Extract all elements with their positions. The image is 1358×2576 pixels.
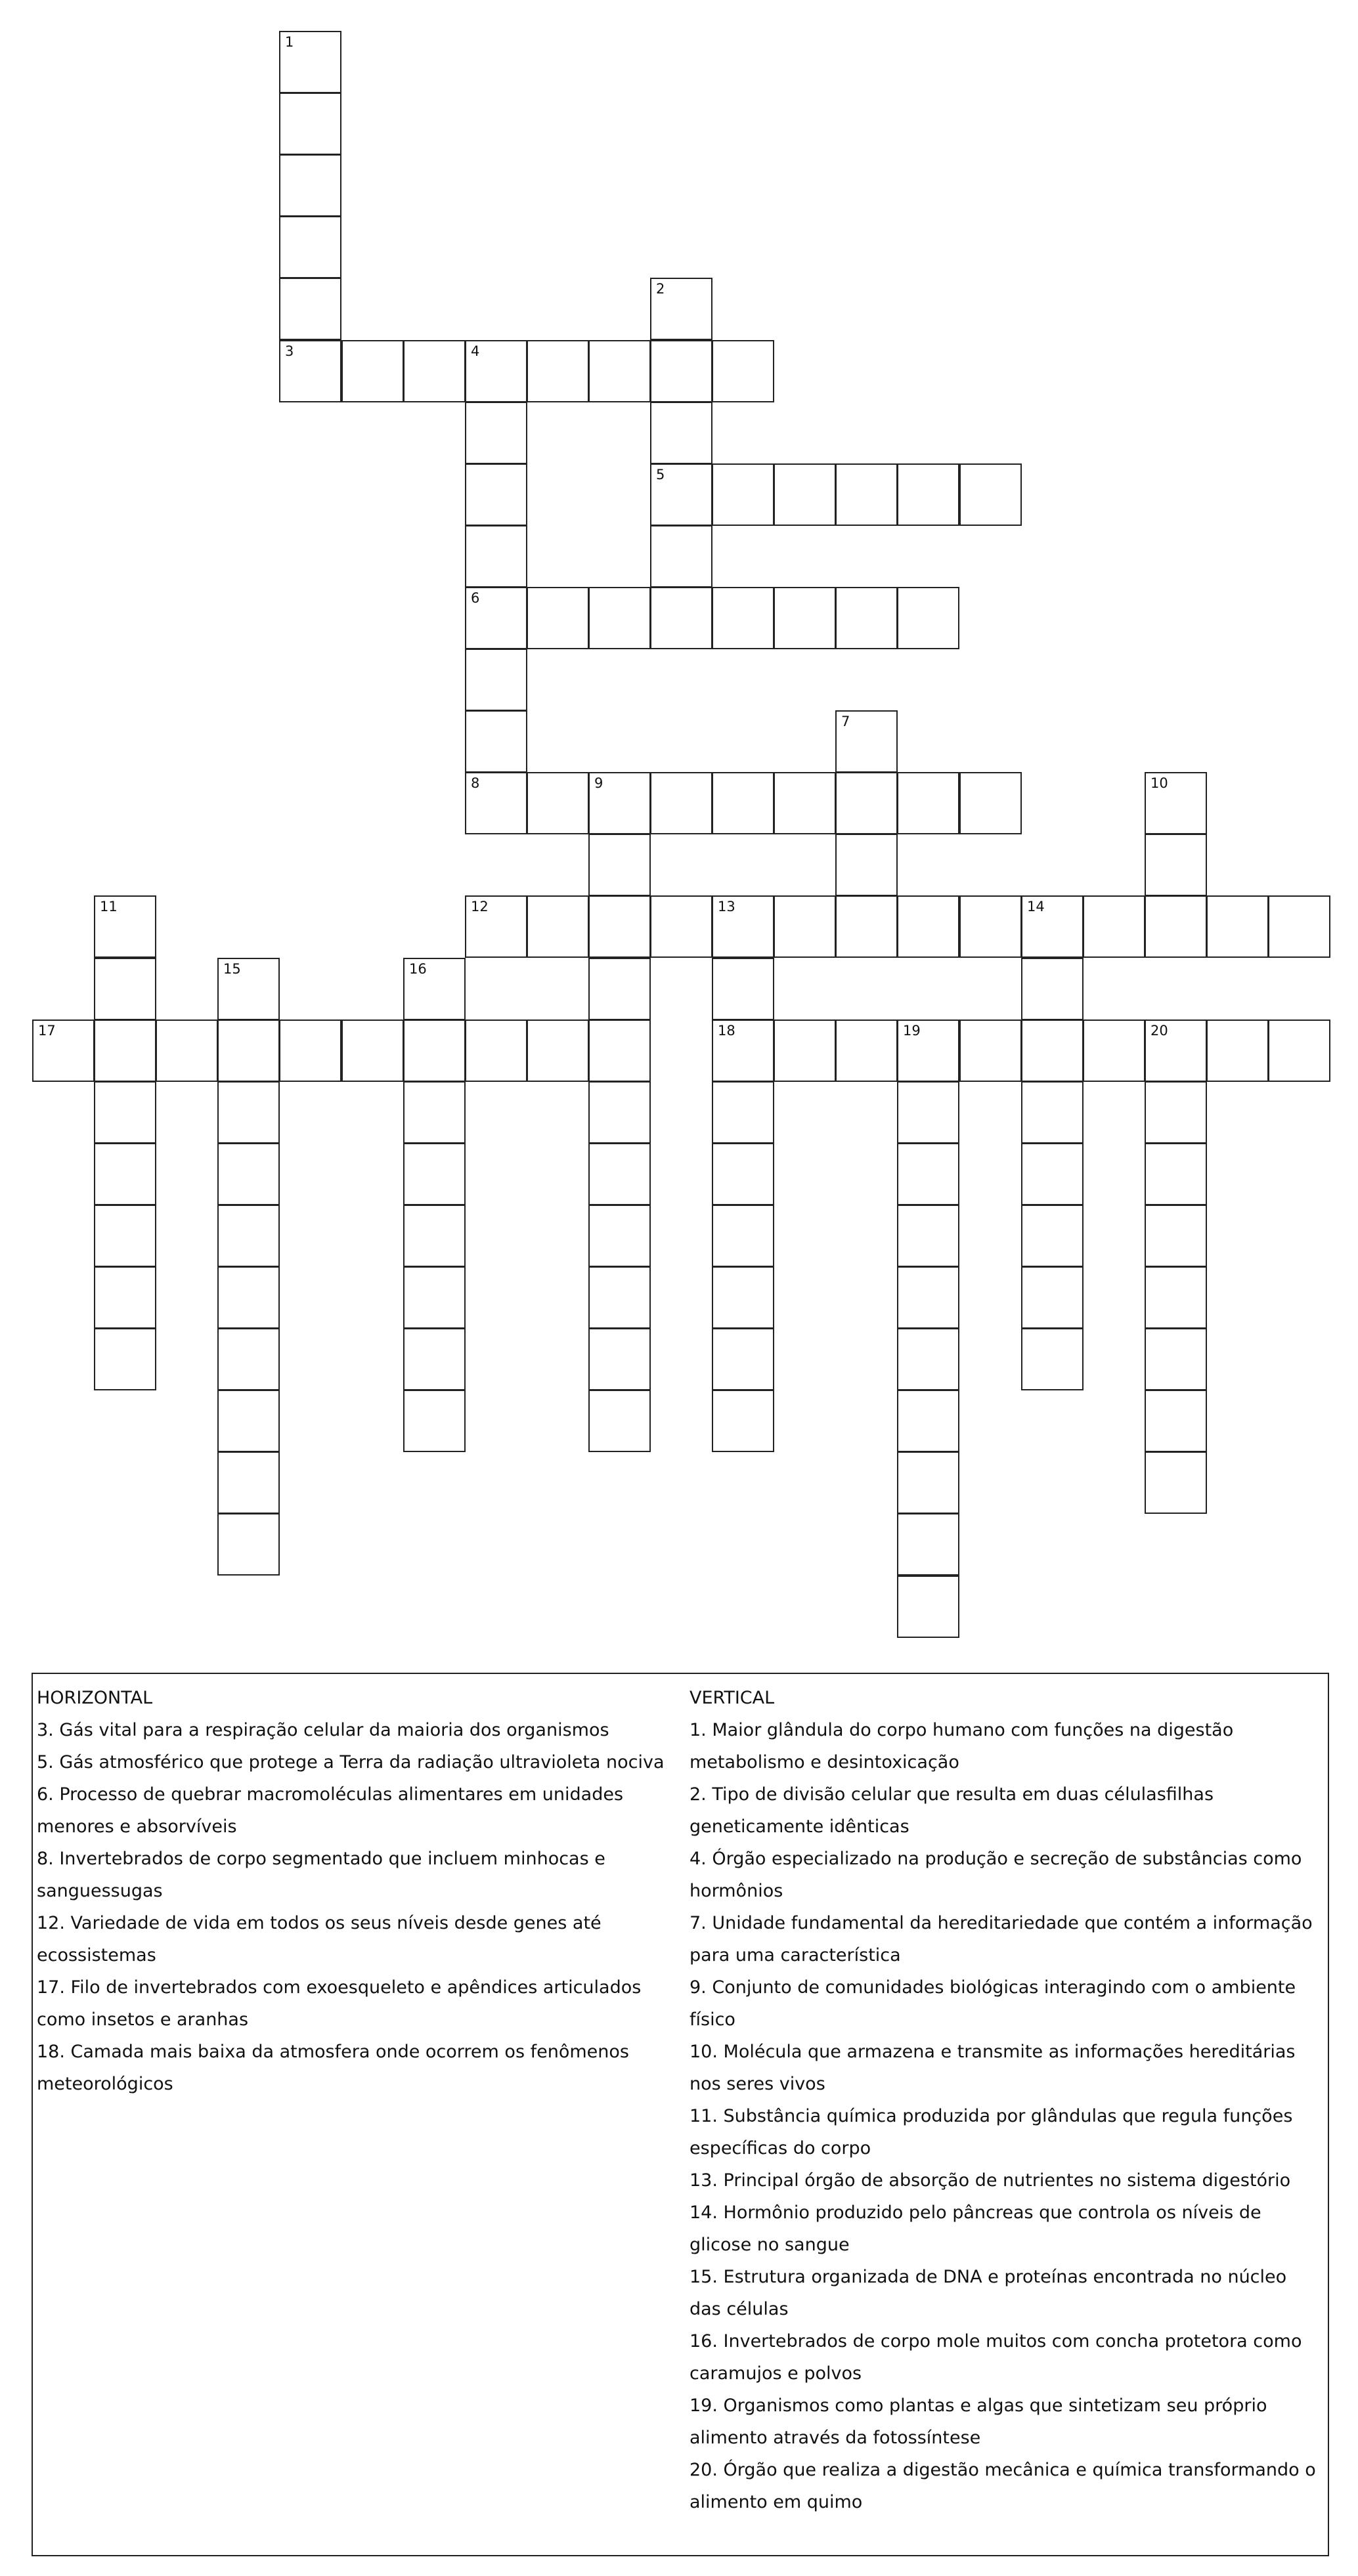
vertical-clue: 20. Órgão que realiza a digestão mecânica e química transformando o alimento em quimo: [690, 2460, 1316, 2512]
grid-cell[interactable]: [712, 1205, 774, 1267]
clue-number: 14: [1027, 899, 1045, 914]
grid-cell[interactable]: [403, 1266, 466, 1329]
grid-cell[interactable]: [774, 587, 836, 649]
grid-cell[interactable]: [217, 1205, 280, 1267]
grid-cell[interactable]: [1206, 895, 1269, 958]
grid-cell[interactable]: [217, 1143, 280, 1205]
grid-cell[interactable]: [403, 1020, 466, 1082]
clue-number: 2: [656, 281, 665, 297]
grid-cell[interactable]: [897, 1143, 959, 1205]
grid-cell[interactable]: [1145, 772, 1207, 834]
grid-cell[interactable]: [94, 895, 156, 958]
clue-number: 6: [471, 590, 480, 606]
grid-cell[interactable]: [403, 340, 466, 402]
vertical-clue: 4. Órgão especializado na produção e secreção de substâncias como hormônios: [690, 1849, 1302, 1901]
grid-cell[interactable]: [1145, 895, 1207, 958]
clue-number: 13: [718, 899, 735, 914]
grid-cell[interactable]: [403, 1390, 466, 1452]
grid-cell[interactable]: [1021, 1143, 1084, 1205]
grid-cell[interactable]: [217, 1451, 280, 1514]
grid-cell[interactable]: [650, 587, 712, 649]
grid-cell[interactable]: [835, 463, 898, 526]
grid-cell[interactable]: [712, 1266, 774, 1329]
grid-cell[interactable]: [712, 1390, 774, 1452]
grid-cell[interactable]: [650, 525, 712, 588]
grid-cell[interactable]: [897, 1390, 959, 1452]
grid-cell[interactable]: [835, 710, 898, 773]
clue-number: 7: [841, 714, 850, 729]
clue-number: 11: [100, 899, 118, 914]
grid-cell[interactable]: [1145, 1081, 1207, 1144]
grid-cell[interactable]: [774, 772, 836, 834]
grid-cell[interactable]: [588, 1390, 651, 1452]
grid-cell[interactable]: [1083, 895, 1145, 958]
grid-cell[interactable]: [465, 1020, 527, 1082]
grid-cell[interactable]: [403, 1081, 466, 1144]
clue-number: 8: [471, 775, 480, 791]
grid-cell[interactable]: [1268, 1020, 1330, 1082]
grid-cell[interactable]: [217, 1020, 280, 1082]
grid-cell[interactable]: [32, 1020, 95, 1082]
clue-number: 19: [903, 1023, 921, 1039]
clue-number: 3: [285, 343, 294, 359]
grid-cell[interactable]: [712, 958, 774, 1020]
grid-cell[interactable]: [588, 1143, 651, 1205]
grid-cell[interactable]: [650, 463, 712, 526]
vertical-clue: 11. Substância química produzida por glândulas que regula funções específicas do corpo: [690, 2106, 1293, 2158]
grid-cell[interactable]: [835, 895, 898, 958]
grid-cell[interactable]: [403, 1143, 466, 1205]
grid-cell[interactable]: [217, 1081, 280, 1144]
grid-cell[interactable]: [959, 772, 1022, 834]
grid-cell[interactable]: [1145, 834, 1207, 896]
grid-cell[interactable]: [1021, 1328, 1084, 1390]
grid-cell[interactable]: [279, 154, 341, 217]
grid-cell[interactable]: [588, 340, 651, 402]
grid-cell[interactable]: [712, 1081, 774, 1144]
grid-cell[interactable]: [712, 463, 774, 526]
grid-cell[interactable]: [465, 895, 527, 958]
grid-cell[interactable]: [94, 1020, 156, 1082]
grid-cell[interactable]: [279, 340, 341, 402]
vertical-clue: 19. Organismos como plantas e algas que sintetizam seu próprio alimento através da fotossíntese: [690, 2395, 1267, 2448]
grid-cell[interactable]: [403, 958, 466, 1020]
vertical-clue: 10. Molécula que armazena e transmite as informações hereditárias nos seres vivos: [690, 2042, 1296, 2094]
grid-cell[interactable]: [94, 1081, 156, 1144]
clue-number: 10: [1150, 775, 1168, 791]
grid-cell[interactable]: [712, 340, 774, 402]
grid-cell[interactable]: [1145, 1390, 1207, 1452]
grid-cell[interactable]: [650, 895, 712, 958]
clue-number: 5: [656, 467, 665, 483]
grid-cell[interactable]: [897, 1020, 959, 1082]
grid-cell[interactable]: [527, 340, 589, 402]
vertical-clue: 2. Tipo de divisão celular que resulta em duas célulasfilhas geneticamente idênticas: [690, 1784, 1214, 1837]
clue-number: 18: [718, 1023, 735, 1039]
grid-cell[interactable]: [835, 1020, 898, 1082]
grid-cell[interactable]: [1206, 1020, 1269, 1082]
grid-cell[interactable]: [588, 772, 651, 834]
grid-cell[interactable]: [835, 834, 898, 896]
clues-panel: [32, 1673, 1329, 2556]
grid-cell[interactable]: [1021, 1020, 1084, 1082]
grid-cell[interactable]: [527, 1020, 589, 1082]
clue-number: 12: [471, 899, 489, 914]
vertical-clue: 16. Invertebrados de corpo mole muitos com concha protetora como caramujos e polvos: [690, 2331, 1302, 2384]
horizontal-clue: 3. Gás vital para a respiração celular da maioria dos organismos: [37, 1720, 609, 1740]
grid-cell[interactable]: [650, 772, 712, 834]
grid-cell[interactable]: [465, 402, 527, 464]
horizontal-clue-list: [37, 1714, 684, 2100]
grid-cell[interactable]: [897, 1205, 959, 1267]
grid-cell[interactable]: [217, 958, 280, 1020]
grid-cell[interactable]: [588, 1266, 651, 1329]
grid-cell[interactable]: [897, 1513, 959, 1576]
grid-cell[interactable]: [1145, 1143, 1207, 1205]
clue-number: 1: [285, 34, 294, 50]
horizontal-clue: 8. Invertebrados de corpo segmentado que incluem minhocas e sanguessugas: [37, 1849, 605, 1901]
grid-cell[interactable]: [897, 463, 959, 526]
grid-cell[interactable]: [217, 1266, 280, 1329]
grid-cell[interactable]: [465, 525, 527, 588]
grid-cell[interactable]: [217, 1390, 280, 1452]
grid-cell[interactable]: [835, 772, 898, 834]
grid-cell[interactable]: [1145, 1205, 1207, 1267]
grid-cell[interactable]: [588, 1081, 651, 1144]
grid-cell[interactable]: [1145, 1451, 1207, 1514]
horizontal-clue: 6. Processo de quebrar macromoléculas alimentares em unidades menores e absorvíveis: [37, 1784, 624, 1837]
grid-cell[interactable]: [465, 340, 527, 402]
horizontal-clue: 5. Gás atmosférico que protege a Terra da radiação ultravioleta nociva: [37, 1752, 665, 1772]
grid-cell[interactable]: [94, 958, 156, 1020]
grid-cell[interactable]: [712, 772, 774, 834]
vertical-clue: 13. Principal órgão de absorção de nutrientes no sistema digestório: [690, 2170, 1291, 2191]
grid-cell[interactable]: [588, 1205, 651, 1267]
grid-cell[interactable]: [1021, 895, 1084, 958]
grid-cell[interactable]: [527, 772, 589, 834]
grid-cell[interactable]: [897, 1576, 959, 1638]
grid-cell[interactable]: [279, 31, 341, 93]
grid-cell[interactable]: [465, 463, 527, 526]
grid-cell[interactable]: [959, 1020, 1022, 1082]
horizontal-clue: 18. Camada mais baixa da atmosfera onde ocorrem os fenômenos meteorológicos: [37, 2042, 629, 2094]
vertical-title: VERTICAL: [690, 1688, 775, 1708]
grid-cell[interactable]: [341, 340, 404, 402]
grid-cell[interactable]: [465, 772, 527, 834]
grid-cell[interactable]: [650, 278, 712, 340]
horizontal-clue: 17. Filo de invertebrados com exoesqueleto e apêndices articulados como insetos e aranhas: [37, 1977, 642, 2030]
grid-cell[interactable]: [279, 278, 341, 340]
grid-cell[interactable]: [897, 772, 959, 834]
grid-cell[interactable]: [1021, 1081, 1084, 1144]
grid-cell[interactable]: [156, 1020, 218, 1082]
grid-cell[interactable]: [897, 1328, 959, 1390]
grid-cell[interactable]: [279, 216, 341, 278]
grid-cell[interactable]: [774, 1020, 836, 1082]
grid-cell[interactable]: [217, 1513, 280, 1576]
grid-cell[interactable]: [588, 895, 651, 958]
grid-cell[interactable]: [279, 93, 341, 155]
grid-cell[interactable]: [1021, 1205, 1084, 1267]
grid-cell[interactable]: [712, 1328, 774, 1390]
grid-cell[interactable]: [94, 1205, 156, 1267]
grid-cell[interactable]: [527, 587, 589, 649]
vertical-clues: [690, 1682, 1323, 2518]
grid-cell[interactable]: [588, 834, 651, 896]
clue-number: 15: [223, 961, 241, 977]
grid-cell[interactable]: [712, 587, 774, 649]
grid-cell[interactable]: [403, 1328, 466, 1390]
vertical-clue: 14. Hormônio produzido pelo pâncreas que controla os níveis de glicose no sangue: [690, 2202, 1261, 2255]
grid-cell[interactable]: [465, 710, 527, 773]
grid-cell[interactable]: [217, 1328, 280, 1390]
clue-number: 17: [38, 1023, 56, 1039]
grid-cell[interactable]: [959, 463, 1022, 526]
grid-cell[interactable]: [1145, 1266, 1207, 1329]
clue-number: 9: [594, 775, 603, 791]
vertical-clue: 7. Unidade fundamental da hereditariedade que contém a informação para uma característica: [690, 1913, 1313, 1965]
grid-cell[interactable]: [94, 1266, 156, 1329]
grid-cell[interactable]: [1145, 1020, 1207, 1082]
grid-cell[interactable]: [897, 1266, 959, 1329]
grid-cell[interactable]: [650, 402, 712, 464]
grid-cell[interactable]: [94, 1328, 156, 1390]
grid-cell[interactable]: [465, 649, 527, 711]
grid-cell[interactable]: [774, 463, 836, 526]
grid-cell[interactable]: [588, 1020, 651, 1082]
grid-cell[interactable]: [1021, 958, 1084, 1020]
grid-cell[interactable]: [650, 340, 712, 402]
grid-cell[interactable]: [588, 587, 651, 649]
grid-cell[interactable]: [403, 1205, 466, 1267]
grid-cell[interactable]: [1083, 1020, 1145, 1082]
grid-cell[interactable]: [897, 1451, 959, 1514]
vertical-clue: 1. Maior glândula do corpo humano com funções na digestão metabolismo e desintoxicação: [690, 1720, 1234, 1772]
grid-cell[interactable]: [588, 1328, 651, 1390]
grid-cell[interactable]: [527, 895, 589, 958]
horizontal-clue: 12. Variedade de vida em todos os seus níveis desde genes até ecossistemas: [37, 1913, 602, 1965]
grid-cell[interactable]: [465, 587, 527, 649]
grid-cell[interactable]: [1268, 895, 1330, 958]
grid-cell[interactable]: [712, 895, 774, 958]
grid-cell[interactable]: [1021, 1266, 1084, 1329]
clue-number: 4: [471, 343, 480, 359]
grid-cell[interactable]: [588, 958, 651, 1020]
vertical-clue-list: [690, 1714, 1323, 2518]
vertical-clue: 15. Estrutura organizada de DNA e proteínas encontrada no núcleo das células: [690, 2267, 1287, 2319]
horizontal-clues: [37, 1682, 684, 2100]
grid-cell[interactable]: [1145, 1328, 1207, 1390]
grid-cell[interactable]: [712, 1020, 774, 1082]
grid-cell[interactable]: [94, 1143, 156, 1205]
grid-cell[interactable]: [959, 895, 1022, 958]
grid-cell[interactable]: [774, 895, 836, 958]
grid-cell[interactable]: [835, 587, 898, 649]
grid-cell[interactable]: [279, 1020, 341, 1082]
vertical-clue: 9. Conjunto de comunidades biológicas interagindo com o ambiente físico: [690, 1977, 1296, 2030]
grid-cell[interactable]: [897, 587, 959, 649]
horizontal-title: HORIZONTAL: [37, 1688, 153, 1708]
grid-cell[interactable]: [897, 1081, 959, 1144]
grid-cell[interactable]: [897, 895, 959, 958]
grid-cell[interactable]: [341, 1020, 404, 1082]
clue-number: 20: [1150, 1023, 1168, 1039]
grid-cell[interactable]: [712, 1143, 774, 1205]
clue-number: 16: [409, 961, 427, 977]
